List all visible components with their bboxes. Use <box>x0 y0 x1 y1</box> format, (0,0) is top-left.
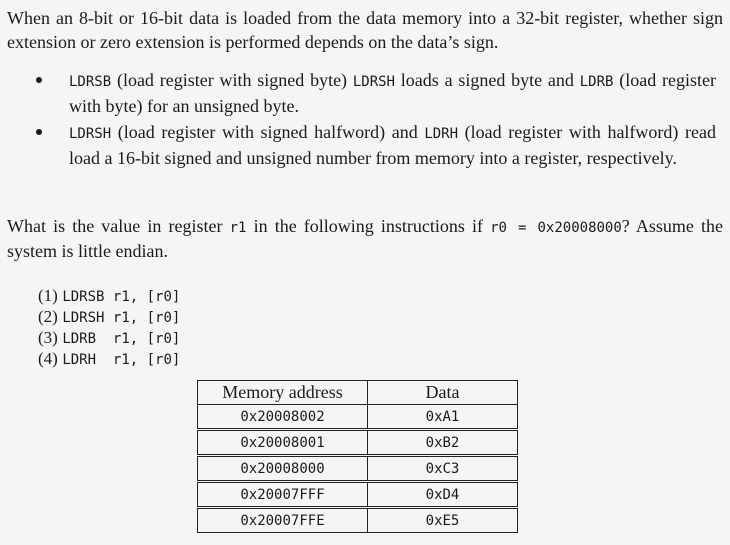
bullet-text: (load register with signed halfword) and <box>111 122 425 142</box>
inline-code: r1 <box>229 220 247 236</box>
bullet-item <box>36 120 716 170</box>
intro-paragraph: When an 8-bit or 16-bit data is loaded from the data memory into a 32-bit register, whether sign extension or zero extension is performed depends on the data’s sign. <box>7 8 723 52</box>
address-cell: 0x20008000 <box>198 456 368 482</box>
inline-code: r0 = 0x20008000 <box>490 220 622 236</box>
address-cell: 0x20008001 <box>198 430 368 456</box>
instruction-code: LDRH r1, [r0] <box>62 352 181 368</box>
instruction-bullet-list <box>36 68 716 172</box>
instruction-number: (1) <box>38 286 58 305</box>
instruction-list <box>38 286 180 370</box>
bullet-text: (load register with signed byte) <box>111 70 353 90</box>
bullet-dot-icon <box>36 77 42 83</box>
instruction-number: (4) <box>38 349 58 368</box>
bullet-text: (load register with halfword) read load a 16-bit signed and unsigned number from memory into a register, respectively. <box>69 122 716 168</box>
question-text: What is the value in register <box>7 216 230 236</box>
question-text: ? Assume the system is little endian. <box>7 216 723 261</box>
data-cell: 0xD4 <box>368 482 518 508</box>
instruction-line <box>38 349 180 370</box>
inline-code: LDRSH <box>352 74 395 90</box>
table-row <box>198 430 518 456</box>
data-cell: 0xE5 <box>368 508 518 533</box>
table-header-row <box>198 381 518 405</box>
bullet-item <box>36 68 716 118</box>
instruction-line <box>38 286 180 307</box>
instruction-code: LDRSB r1, [r0] <box>62 289 181 305</box>
instruction-code: LDRB r1, [r0] <box>62 331 181 347</box>
table-row <box>198 456 518 482</box>
data-cell: 0xA1 <box>368 405 518 430</box>
memory-table <box>197 380 518 533</box>
bullet-dot-icon <box>36 129 42 135</box>
address-cell: 0x20007FFE <box>198 508 368 533</box>
bullet-text: (load register with byte) for an unsigned byte. <box>69 70 716 116</box>
table-row <box>198 405 518 430</box>
bullet-text: loads a signed byte and <box>395 70 580 90</box>
instruction-line <box>38 307 180 328</box>
inline-code: LDRB <box>579 74 614 90</box>
instruction-code: LDRSH r1, [r0] <box>62 310 181 326</box>
address-cell: 0x20007FFF <box>198 482 368 508</box>
column-header-data: Data <box>368 381 518 405</box>
question-text: in the following instructions if <box>246 216 491 236</box>
inline-code: LDRSH <box>69 126 112 142</box>
data-cell: 0xB2 <box>368 430 518 456</box>
question-paragraph <box>7 215 723 263</box>
address-cell: 0x20008002 <box>198 405 368 430</box>
column-header-address: Memory address <box>198 381 368 405</box>
instruction-line <box>38 328 180 349</box>
instruction-number: (3) <box>38 328 58 347</box>
table-row <box>198 482 518 508</box>
data-cell: 0xC3 <box>368 456 518 482</box>
inline-code: LDRSB <box>69 74 112 90</box>
instruction-number: (2) <box>38 307 58 326</box>
table-row <box>198 508 518 533</box>
inline-code: LDRH <box>424 126 459 142</box>
